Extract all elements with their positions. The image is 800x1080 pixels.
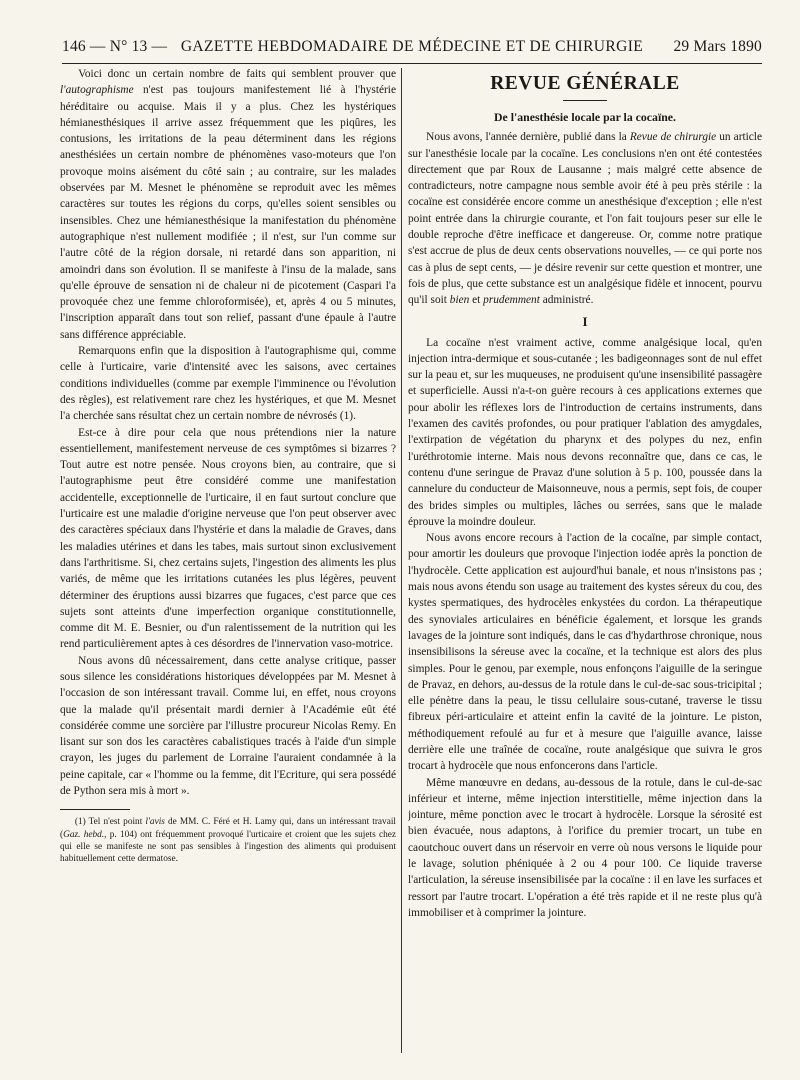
footnote-rule — [60, 809, 130, 810]
left-paragraph-1: Voici donc un certain nombre de faits qui semblent prouver que l'autographisme n'est pas toujours manifestement lié à l'hystérie héréditaire ou acquise. Mais il y a plus. Chez les hystériques hémianesthésiques il arrive assez fréquemment que les piqûres, les contusions, les irritations de la peau déterminent dans les régions anesthésiées un certain nombre de phénomènes vaso-moteurs que l'on provoque moins aisément du côté sain ; au contraire, sur les malades observées par M. Mesnet le phénomène se reproduit avec les mêmes caractères sur toutes les régions du corps, qu'elles soient sensibles ou insensibles. Chez une hémianesthésique la manifestation du phénomène autographique n'est nullement modifiée ; il n'est, sur l'un comme sur l'autre côté de la région dorsale, ni retardé dans son apparition, ni amoindri dans son évolution. Il se manifeste à l'insu de la malade, sans qu'elle éprouve de sensation ni de chaleur ni de picotement (Caspari l'a provoquée chez une femme chloroformisée), et, après 4 ou 5 minutes, l'inscription apparaît dans tout son relief, passant d'une épaule à l'autre sans différence appréciable. — [60, 68, 396, 341]
right-paragraph-3: Même manœuvre en dedans, au-dessous de la rotule, dans le cul-de-sac inférieur et interne, même injection interstitielle, même injection dans la jointure, même ponction avec le trocart à hydrocèle. Lorsque la sérosité est bien évacuée, nous adaptons, à l'orifice du premier trocart, un tube en caoutchouc ouvert dans un réservoir en verre où nous versons le liquide pour le lavage, solution phéniquée à 2 ou 4 pour 100. Ce liquide traverse l'articulation, la séreuse insensibilisée par la cocaïne : il en lave les surfaces et ressort par l'autre trocart. L'opération a été très rapide et il ne reste plus qu'à immobiliser et à comprimer la jointure. — [408, 776, 762, 919]
section-number: I — [582, 313, 588, 329]
left-paragraph-4: Nous avons dû nécessairement, dans cette analyse critique, passer sous silence les considérations historiques développées par M. Mesnet à l'occasion de son intéressant travail. Comme lui, en effet, nous croyons que la malade qu'il présentait mardi dernier à l'Académie eût été considérée comme une sorcière par l'illustre procureur Nicolas Remy. En lisant sur son dos les caractères cabalistiques tracés à l'aide d'un simple crayon, les juges du parlement de Lorraine l'auraient condamnée à la peine capitale, car « l'homme ou la femme, dit l'Ecriture, qui sera possédé de Python sera mis à mort ». — [60, 654, 396, 798]
right-column — [408, 66, 762, 1066]
right-intro-paragraph: Nous avons, l'année dernière, publié dans la Revue de chirurgie un article sur l'anesthésie locale par la cocaïne. Les conclusions n'en ont été contestées directement que par Roux de Lausanne ; mais malgré cette absence de contradicteurs, notre campagne nous semble avoir été à peu près stérile : la cocaïne est considérée encore comme un anesthésique d'exception ; elle n'est point entrée dans la chirurgie courante, et l'on fait toujours peser sur elle le double reproche d'être inefficace et dangereuse. Or, comme notre pratique s'est accrue de plus de deux cents observations nouvelles, — ce qui porte nos cas à plus de sept cents, — je désire revenir sur cette question et montrer, une fois de plus, que cette substance est un analgésique fidèle et innocent, pourvu qu'il soit bien et prudemment administré. — [408, 131, 762, 307]
journal-title: GAZETTE HEBDOMADAIRE DE MÉDECINE ET DE CHIRURGIE — [180, 38, 644, 55]
right-paragraph-1: La cocaïne n'est vraiment active, comme analgésique local, qu'en injection intra-dermique et sous-cutanée ; les badigeonnages sont de nul effet sur la peau et, sur les muqueuses, ne produisent qu'une insensibilité passagère et superficielle. Aussi n'a-t-on guère recours à ces applications externes que pour abolir les réflexes lors de l'introduction de certains instruments, dans l'examen des cavités profondes, ou pour pratiquer l'ablation des amygdales, l'extirpation de végétation du pharynx et des polypes du nez, enfin l'uréthrotomie interne. Mais nous devons reconnaître que, dans ce cas, le contenu d'une seringue de Pravaz d'une solution à 5 p. 100, poussée dans la cannelure du conducteur de Maisonneuve, nous a permis, sept fois, de couper des brides simples ou multiples, lâches ou serrées, sans que le malade éprouve la moindre douleur. — [408, 336, 762, 528]
title-rule — [563, 100, 607, 101]
page-number: 146 — N° 13 — — [62, 38, 168, 55]
header-rule — [62, 63, 762, 64]
section-title: REVUE GÉNÉRALE — [490, 73, 680, 94]
column-divider — [401, 68, 402, 1053]
left-paragraph-3: Est-ce à dire pour cela que nous prétendions nier la nature essentiellement, manifestement nerveuse de ces symptômes si bizarres ? Tout autre est notre pensée. Nous croyons bien, au contraire, que si l'autographisme peut être considéré comme une manifestation accidentelle, exceptionnelle de l'urticaire, il en faut surtout conclure que l'urticaire est une maladie d'origine nerveuse que l'on peut observer avec des caractères spéciaux dans l'hystérie et dans la maladie de Graves, dans les maladies utérines et dans les tabes, mais surtout sinon exclusivement dans l'arthritisme. Si, chez certains sujets, l'ingestion des aliments les plus variés, de même que les irritations cutanées les plus légères, peuvent déterminer des éruptions aussi bizarres que fugaces, c'est parce que ces sujets sont atteints d'une imperfection organique constitutionnelle, comme dit M. E. Besnier, ou d'un ralentissement de la nutrition qui les rend particulièrement aptes à ces désordres de l'innervation vaso-motrice. — [60, 426, 396, 651]
issue-date: 29 Mars 1890 — [673, 38, 762, 55]
left-column — [60, 66, 396, 1066]
article-subtitle: De l'anesthésie locale par la cocaïne. — [494, 110, 676, 124]
right-paragraph-2: Nous avons encore recours à l'action de la cocaïne, par simple contact, pour amortir les douleurs que provoque l'injection iodée après la ponction de l'hydrocèle. Cette application est aujourd'hui banale, et nous n'insistons pas ; mais nous avons étendu son usage au traitement des kystes séreux du cou, des kystes spermatiques, des hydrocèles enkystées du cordon. La thérapeutique des synoviales articulaires en bénéficie également, et lorsque les grands lavages de la jointure sont indiqués, dans le cas d'hydarthrose chronique, nous insensibilisons la séreuse avec la cocaïne, et la technique est alors des plus simples. Pour le genou, par exemple, nous enfonçons l'aiguille de la seringue de Pravaz, en dehors, au-dessus de la rotule dans le cul-de-sac sous-tricipital ; elle pénètre dans la peau, le tissu cellulaire sous-cutané, traverse le tissu fibreux péri-articulaire et atteint enfin la cavité de la jointure. Le piston, méthodiquement refoulé au fur et à mesure que l'aiguille avance, laisse derrière elle une traînée de cocaïne, route analgésique que suivra le gros trocart à hydrocèle que nous enfoncerons dans l'article. — [408, 532, 762, 773]
footnote: (1) Tel n'est point l'avis de MM. C. Féré et H. Lamy qui, dans un intéressant travail (Gaz. hebd., p. 104) ont fréquemment provoqué l'urticaire et croient que les sujets chez qui elle se manifeste ne sont pas sensibles à l'ingestion des aliments qui produisent habituellement cette dermatose. — [60, 817, 396, 864]
left-paragraph-2: Remarquons enfin que la disposition à l'autographisme qui, comme celle à l'urticaire, varie d'intensité avec les saisons, avec certaines conditions individuelles (comme par exemple l'imminence ou l'évolution des règles), est relativement rare chez les hystériques, et que M. Mesnet l'a cherchée sans résultat chez un certain nombre de névrosés (1). — [60, 345, 396, 423]
running-header — [62, 38, 762, 64]
